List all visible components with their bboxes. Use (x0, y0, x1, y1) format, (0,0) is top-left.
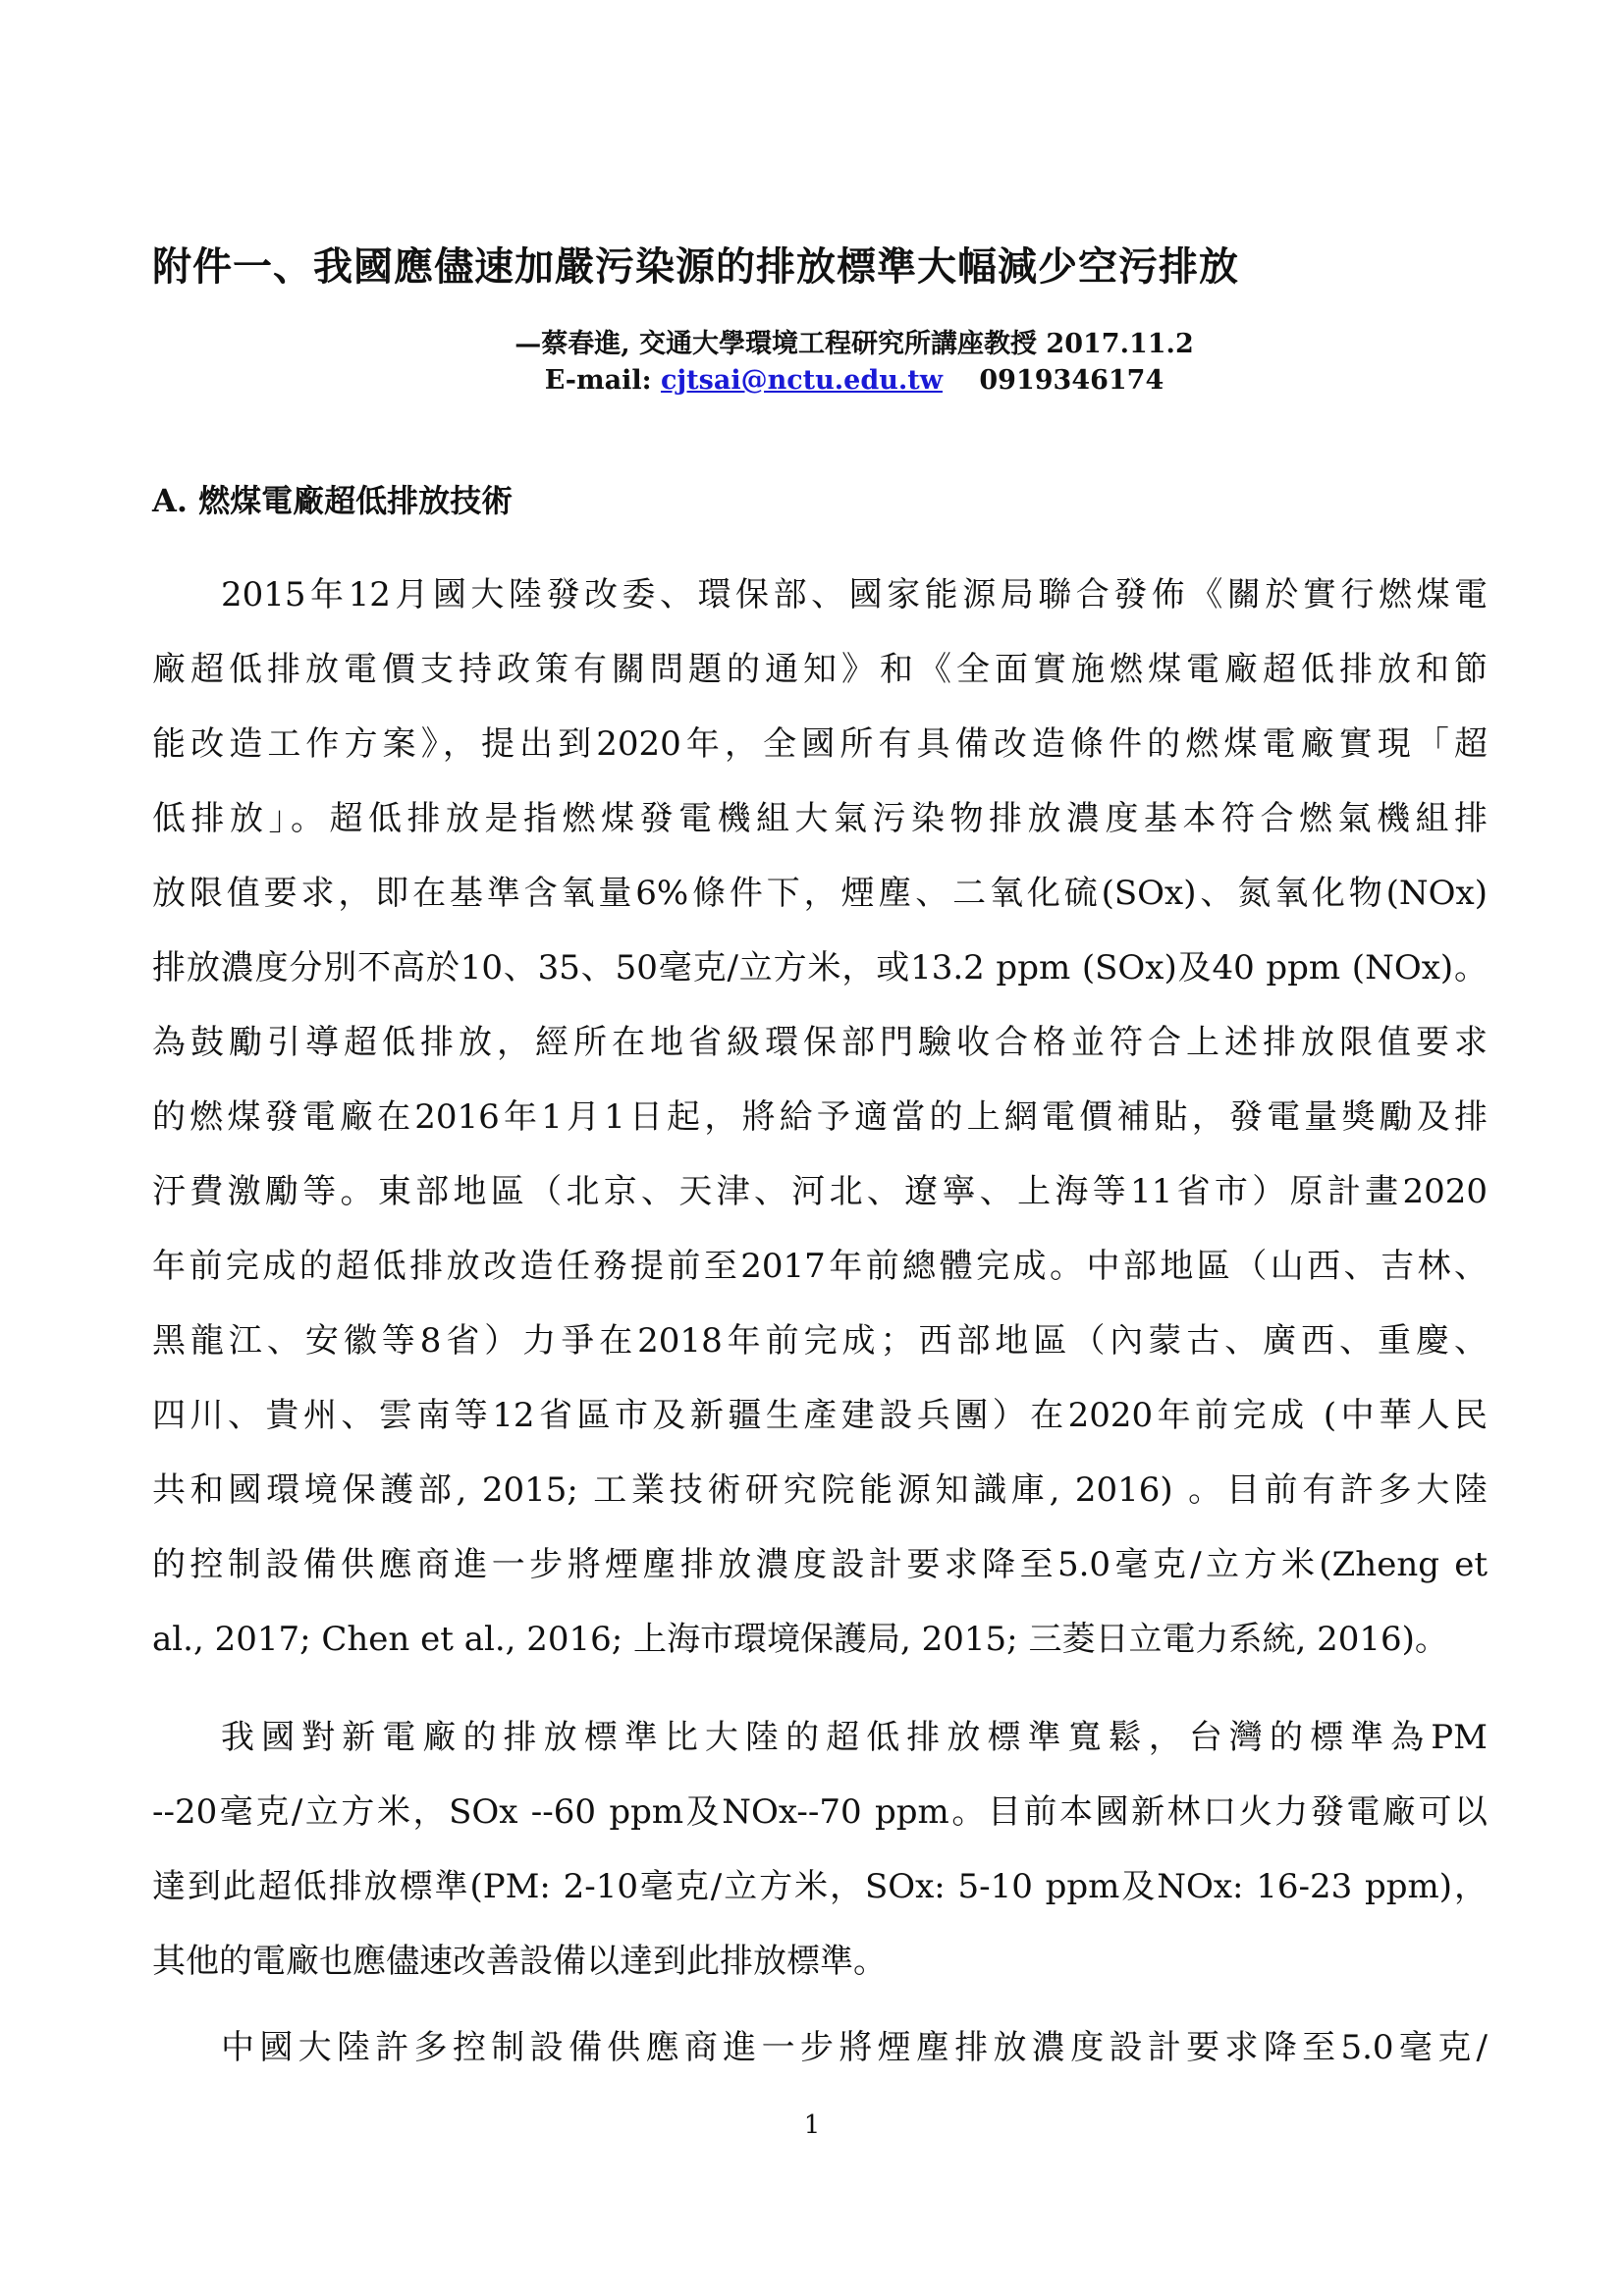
paragraph-line: 達到此超低排放標準(PM: 2-10毫克/立方米，SOx: 5-10 ppm及NOx: 16-23 ppm)， (152, 1867, 1488, 1906)
email-link[interactable]: cjtsai@nctu.edu.tw (660, 365, 943, 396)
paragraph-line: 的控制設備供應商進一步將煙塵排放濃度設計要求降至5.0毫克/立方米(Zheng et (152, 1545, 1488, 1584)
paragraph-line: 年前完成的超低排放改造任務提前至2017年前總體完成。中部地區（山西、吉林、 (152, 1247, 1488, 1286)
page-number: 1 (803, 2110, 821, 2140)
author-contact (412, 365, 1296, 396)
paragraph-line: 放限值要求，即在基準含氧量6%條件下，煙塵、二氧化硫(SOx)、氮氧化物(NOx) (152, 874, 1488, 913)
paragraph-line: 汙費激勵等。東部地區（北京、天津、河北、遼寧、上海等11省市）原計畫2020 (152, 1172, 1488, 1211)
paragraph-line: 廠超低排放電價支持政策有關問題的通知》和《全面實施燃煤電廠超低排放和節 (152, 650, 1488, 689)
paragraph-line: 排放濃度分別不高於10、35、50毫克/立方米，或13.2 ppm (SOx)及40 ppm (NOx)。 (152, 948, 1488, 988)
section-heading-a: A. 燃煤電廠超低排放技術 (152, 482, 514, 519)
paragraph-line: 其他的電廠也應儘速改善設備以達到此排放標準。 (152, 1942, 887, 1981)
document-title: 附件一、我國應儘速加嚴污染源的排放標準大幅減少空污排放 (152, 243, 1239, 290)
paragraph-line: 能改造工作方案》，提出到2020年，全國所有具備改造條件的燃煤電廠實現「超 (152, 724, 1488, 764)
paragraph-line: 的燃煤發電廠在2016年1月1日起，將給予適當的上網電價補貼，發電量獎勵及排 (152, 1097, 1488, 1137)
paragraph-line: al., 2017; Chen et al., 2016; 上海市環境保護局, 2015; 三菱日立電力系統, 2016)。 (152, 1620, 1448, 1659)
phone-number: 0919346174 (979, 365, 1164, 396)
paragraph-line: 為鼓勵引導超低排放，經所在地省級環保部門驗收合格並符合上述排放限值要求 (152, 1023, 1488, 1062)
paragraph-line: 共和國環境保護部, 2015; 工業技術研究院能源知識庫, 2016) 。目前有許多大陸 (152, 1470, 1488, 1510)
author-byline: —蔡春進, 交通大學環境工程研究所講座教授 2017.11.2 (514, 329, 1194, 359)
paragraph-line: 中國大陸許多控制設備供應商進一步將煙塵排放濃度設計要求降至5.0毫克/ (221, 2028, 1488, 2067)
paragraph-line: 黑龍江、安徽等8省）力爭在2018年前完成；西部地區（內蒙古、廣西、重慶、 (152, 1321, 1488, 1361)
paragraph-line: 2015年12月國大陸發改委、環保部、國家能源局聯合發佈《關於實行燃煤電 (221, 575, 1488, 614)
paragraph-line: 四川、貴州、雲南等12省區市及新疆生產建設兵團）在2020年前完成 (中華人民 (152, 1396, 1488, 1435)
paragraph-line: --20毫克/立方米，SOx --60 ppm及NOx--70 ppm。目前本國新林口火力發電廠可以 (152, 1792, 1488, 1832)
paragraph-line: 低排放」。超低排放是指燃煤發電機組大氣污染物排放濃度基本符合燃氣機組排 (152, 799, 1488, 838)
email-label: E-mail: (544, 365, 652, 396)
paragraph-line: 我國對新電廠的排放標準比大陸的超低排放標準寬鬆，台灣的標準為PM (221, 1718, 1488, 1757)
